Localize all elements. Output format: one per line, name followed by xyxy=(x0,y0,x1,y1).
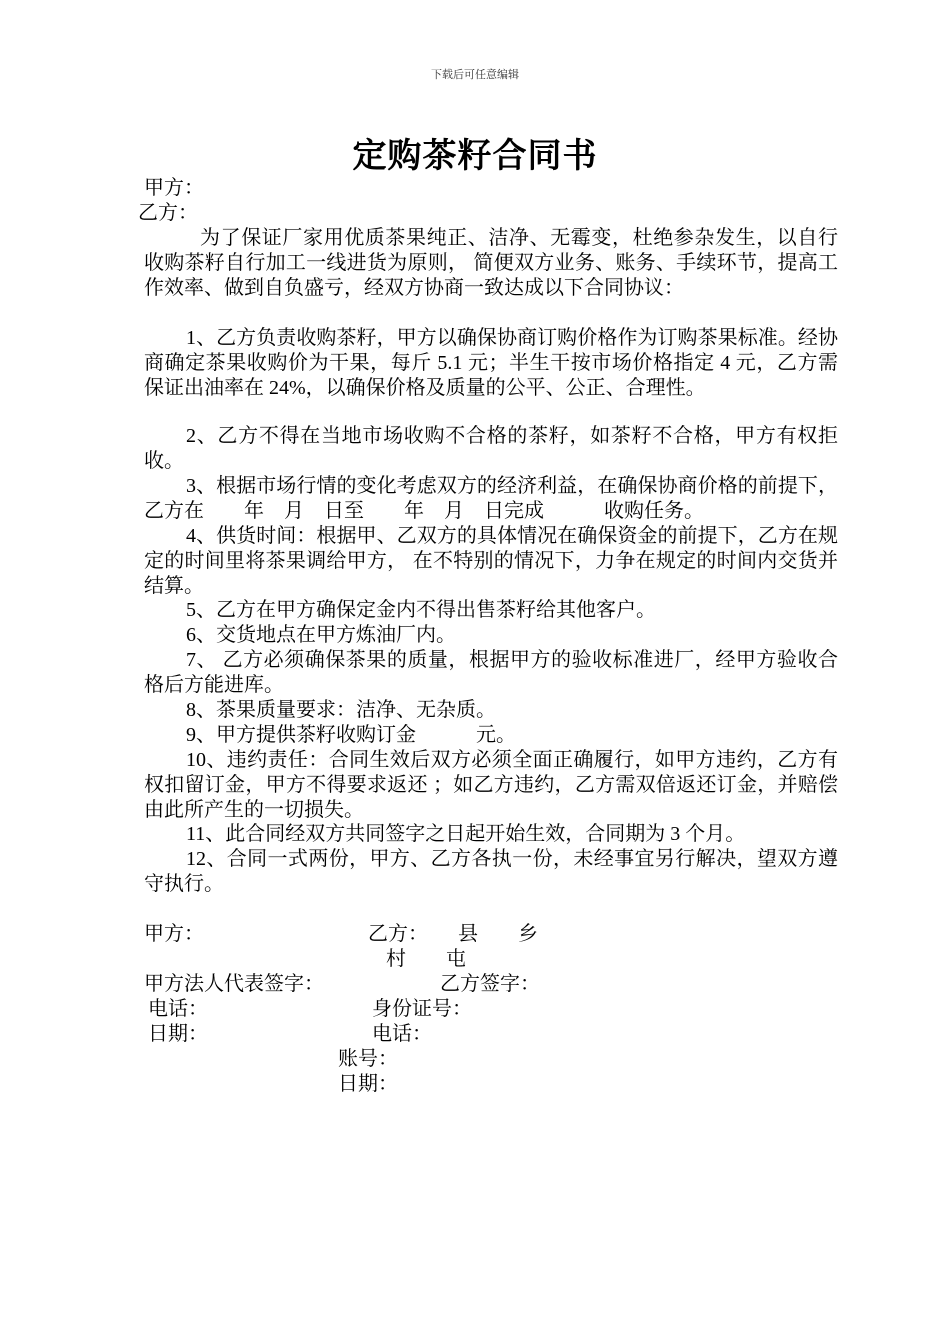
party-a-label: 甲方： xyxy=(144,177,204,199)
sig-a-phone: 电话： xyxy=(148,998,208,1020)
sig-b-id: 身份证号： xyxy=(372,998,472,1020)
intro-paragraph: 为了保证厂家用优质茶果纯正、洁净、无霉变，杜绝参杂发生，以自行收购茶籽自行加工一线进货为原则， 简便双方业务、账务、手续环节，提高工作效率、做到自负盛亏，经双方协商一致达成以下合同协议： xyxy=(144,227,838,299)
clause-1: 1、乙方负责收购茶籽，甲方以确保协商订购价格作为订购茶果标准。经协商确定茶果收购价为干果，每斤 5.1 元；半生干按市场价格指定 4 元，乙方需保证出油率在 24%，以确保价格及质量的公平、公正、合理性。 xyxy=(144,327,838,399)
sig-b-date: 日期： xyxy=(338,1073,398,1095)
sig-party-a: 甲方： xyxy=(144,923,204,945)
page-title: 定购茶籽合同书 xyxy=(352,138,598,175)
sig-a-date: 日期： xyxy=(148,1023,208,1045)
clause-4: 4、供货时间：根据甲、乙双方的具体情况在确保资金的前提下，乙方在规定的时间里将茶果调给甲方， 在不特别的情况下，力争在规定的时间内交货并结算。 xyxy=(144,525,838,597)
sig-b-account: 账号： xyxy=(338,1048,398,1070)
party-b-label: 乙方： xyxy=(138,202,198,224)
clause-9: 9、甲方提供茶籽收购订金 元。 xyxy=(186,724,516,746)
clause-12: 12、合同一式两份，甲方、乙方各执一份，未经事宜另行解决，望双方遵守执行。 xyxy=(144,848,838,895)
sig-party-b: 乙方： 县 乡 xyxy=(368,923,538,945)
sig-b-phone: 电话： xyxy=(372,1023,432,1045)
clause-5: 5、乙方在甲方确保定金内不得出售茶籽给其他客户。 xyxy=(186,599,656,621)
clause-10: 10、违约责任：合同生效后双方必须全面正确履行，如甲方违约，乙方有权扣留订金，甲方不得要求返还 ；如乙方违约，乙方需双倍返还订金，并赔偿由此所产生的一切损失。 xyxy=(144,749,838,821)
sig-village: 村 屯 xyxy=(386,948,466,970)
clause-3: 3、根据市场行情的变化考虑双方的经济利益，在确保协商价格的前提下，乙方在 年 月 日至 年 月 日完成 收购任务。 xyxy=(144,475,838,522)
clause-8: 8、茶果质量要求：洁净、无杂质。 xyxy=(186,699,496,721)
header-note: 下载后可任意编辑 xyxy=(431,69,519,81)
sig-a-rep-sign: 甲方法人代表签字： xyxy=(144,973,324,995)
clause-7: 7、 乙方必须确保茶果的质量，根据甲方的验收标准进厂，经甲方验收合格后方能进库。 xyxy=(144,649,838,696)
clause-2: 2、乙方不得在当地市场收购不合格的茶籽，如茶籽不合格，甲方有权拒收。 xyxy=(144,425,838,472)
clause-6: 6、交货地点在甲方炼油厂内。 xyxy=(186,624,456,646)
clause-11: 11、此合同经双方共同签字之日起开始生效，合同期为 3 个月。 xyxy=(186,823,746,845)
sig-b-sign: 乙方签字： xyxy=(440,973,540,995)
